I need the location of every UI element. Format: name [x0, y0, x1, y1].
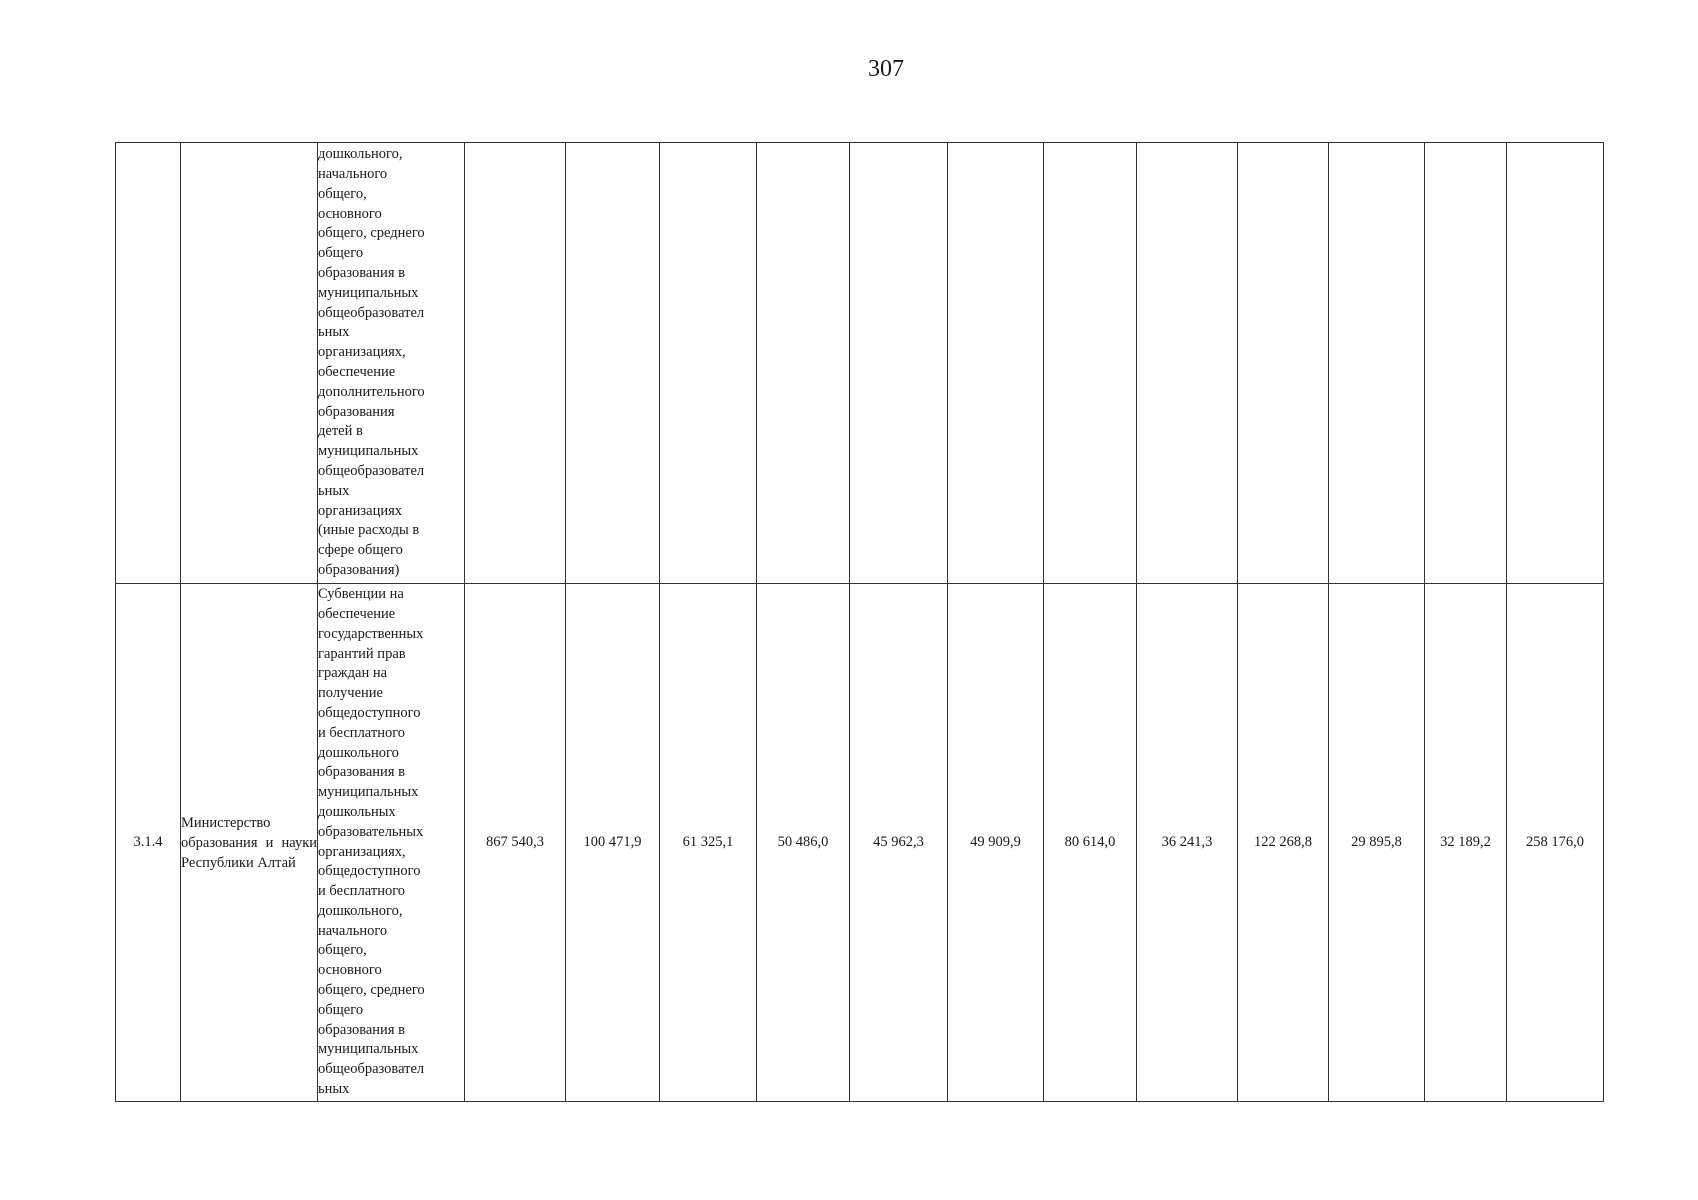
row-value	[948, 143, 1044, 584]
row-value: 29 895,8	[1329, 584, 1425, 1102]
table-row	[116, 584, 1604, 1102]
row-description: Субвенции на обеспечение государственных гарантий прав граждан на получение общедоступного и бесплатного дошкольного образования в муниципальных дошкольных образовательных организациях, общедоступного и бесплатного дошкольного, начального общего, основного общего, среднего общего образования в муниципальных общеобразовател ьных	[318, 584, 465, 1102]
row-value: 61 325,1	[660, 584, 757, 1102]
row-value	[850, 143, 948, 584]
row-value	[757, 143, 850, 584]
row-organization	[181, 143, 318, 584]
row-value: 36 241,3	[1137, 584, 1238, 1102]
row-value	[1329, 143, 1425, 584]
row-value: 122 268,8	[1238, 584, 1329, 1102]
row-value	[660, 143, 757, 584]
row-value: 50 486,0	[757, 584, 850, 1102]
row-value: 100 471,9	[566, 584, 660, 1102]
budget-table	[115, 142, 1604, 1102]
row-value	[566, 143, 660, 584]
row-organization: Министерство образования и науки Республики Алтай	[181, 584, 318, 1102]
row-value	[465, 143, 566, 584]
row-value	[1238, 143, 1329, 584]
row-value: 49 909,9	[948, 584, 1044, 1102]
row-value	[1425, 143, 1507, 584]
row-description: дошкольного, начального общего, основного общего, среднего общего образования в муниципальных общеобразовател ьных организациях, обеспечение дополнительного образования детей в муниципальных общеобразовател ьных организациях (иные расходы в сфере общего образования)	[318, 143, 465, 584]
row-value	[1507, 143, 1604, 584]
table-row	[116, 143, 1604, 584]
row-code	[116, 143, 181, 584]
row-code: 3.1.4	[116, 584, 181, 1102]
row-value: 32 189,2	[1425, 584, 1507, 1102]
row-value	[1044, 143, 1137, 584]
row-value: 867 540,3	[465, 584, 566, 1102]
row-value	[1137, 143, 1238, 584]
row-value: 80 614,0	[1044, 584, 1137, 1102]
row-value: 258 176,0	[1507, 584, 1604, 1102]
page-number: 307	[868, 56, 904, 82]
row-value: 45 962,3	[850, 584, 948, 1102]
